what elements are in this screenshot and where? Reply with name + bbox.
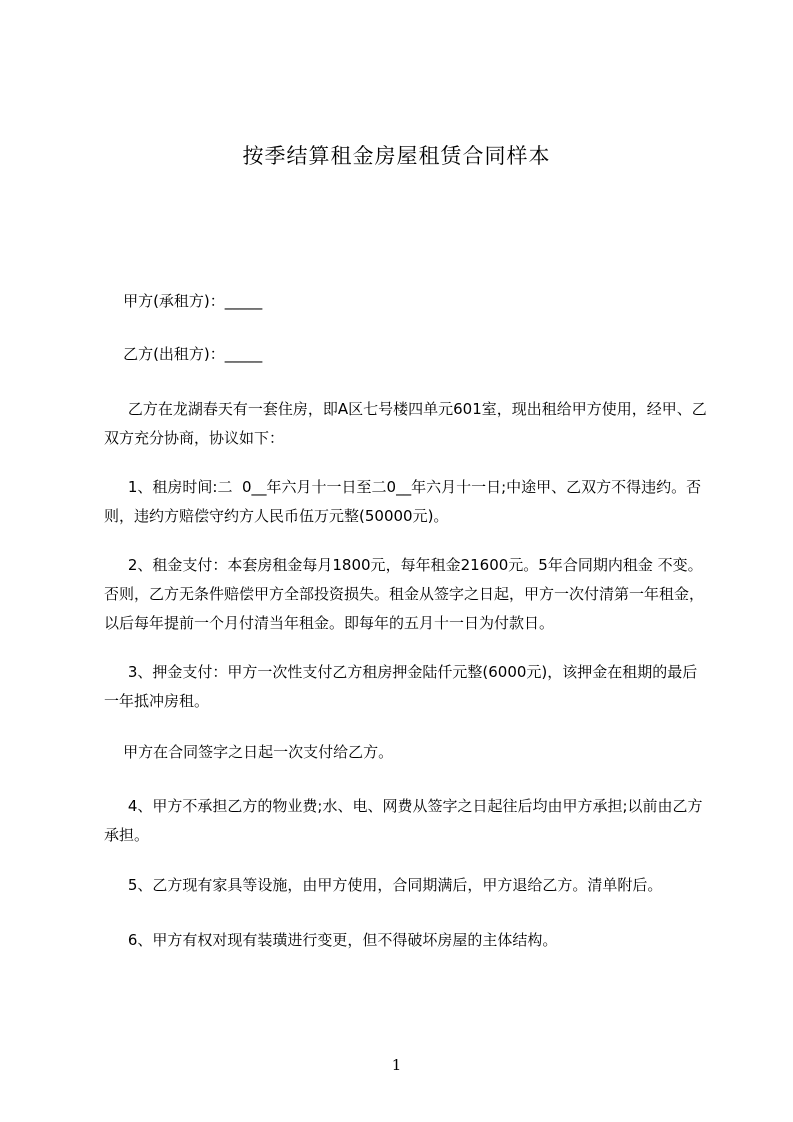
- document-title: 按季结算租金房屋租赁合同样本: [242, 144, 551, 168]
- intro-paragraph: 乙方在龙湖春天有一套住房，即A区七号楼四单元601室，现出租给甲方使用，经甲、乙双方充分协商，协议如下：: [104, 400, 707, 447]
- page-number: 1: [391, 1056, 402, 1074]
- clause-5-paragraph: 5、乙方现有家具等设施，由甲方使用，合同期满后，甲方退给乙方。清单附后。: [104, 876, 663, 894]
- payment-note-paragraph: 甲方在合同签字之日起一次支付给乙方。: [104, 743, 394, 761]
- clause-2-paragraph: 2、租金支付：本套房租金每月1800元，每年租金21600元。5年合同期内租金 不变。否则，乙方无条件赔偿甲方全部投资损失。租金从签字之日起，甲方一次付清第一年租金，以后每年提前一个月付清当年租金。即每年的五月十一日为付款日。: [104, 556, 705, 632]
- clause-1-paragraph: 1、租房时间:二 0__年六月十一日至二0__年六月十一日;中途甲、乙双方不得违约。否则，违约方赔偿守约方人民币伍万元整(50000元)。: [104, 478, 702, 525]
- party-b-line: 乙方(出租方)：_____: [104, 345, 263, 363]
- party-a-line: 甲方(承租方)：_____: [104, 292, 263, 310]
- clause-4-paragraph: 4、甲方不承担乙方的物业费;水、电、网费从签字之日起往后均由甲方承担;以前由乙方承担。: [104, 797, 703, 844]
- clause-6-paragraph: 6、甲方有权对现有装璜进行变更，但不得破坏房屋的主体结构。: [104, 931, 558, 949]
- clause-3-paragraph: 3、押金支付：甲方一次性支付乙方租房押金陆仟元整(6000元)，该押金在租期的最后一年抵冲房租。: [104, 663, 698, 710]
